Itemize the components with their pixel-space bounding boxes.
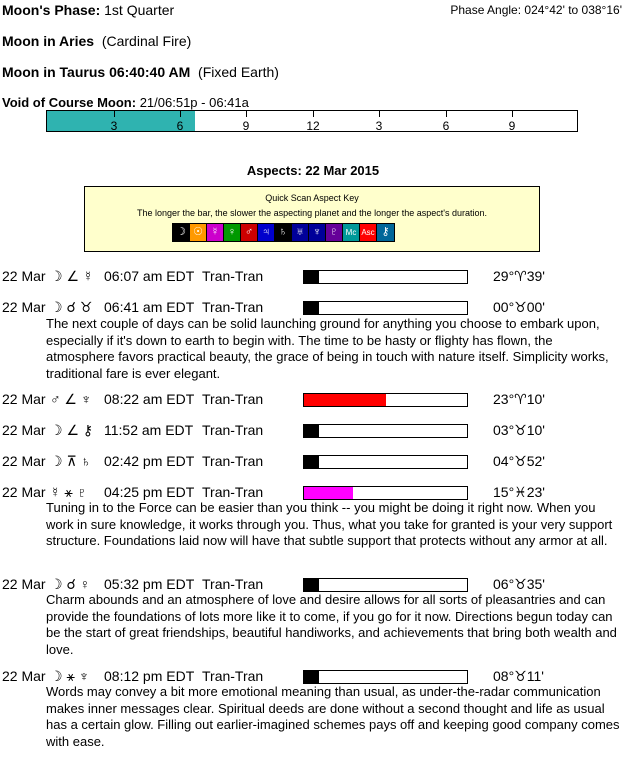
key-glyph-strip — [172, 223, 395, 242]
phase-angle: Phase Angle: 024°42' to 038°16' — [450, 3, 622, 17]
void-of-course-value: 21/06:51p - 06:41a — [139, 95, 249, 110]
aspect-time: 04:25 pm EDT — [104, 484, 195, 500]
key-glyph: ☿ — [207, 224, 224, 241]
aspect-time: 08:12 pm EDT — [104, 668, 195, 684]
void-of-course-fill — [47, 111, 195, 131]
aspect-position: 04°♉52' — [493, 453, 545, 469]
aspect-date: 22 Mar — [2, 453, 46, 469]
voc-tick-label: 6 — [442, 119, 450, 133]
duration-bar-fill — [304, 487, 353, 499]
aspect-description: The next couple of days can be solid launching ground for anything you choose to embark upon, especially if it's down to earth to begin with. The time to be hasty or flighty has flown, the atmosphere favors practical beauty, the grace of being in touch with nature itself. Simplicity works, traditional fare is ever elegant. — [46, 316, 609, 381]
aspect-position: 06°♉35' — [493, 576, 545, 592]
key-glyph: ♀ — [224, 224, 241, 241]
voc-tick — [114, 111, 115, 117]
aspect-glyphs: ☿ ⚹ ♇ — [50, 484, 88, 500]
aspect-date: 22 Mar — [2, 484, 46, 500]
moon-in-aries-line — [2, 33, 191, 49]
duration-bar — [303, 578, 468, 592]
key-glyph: ♇ — [326, 224, 343, 241]
duration-bar — [303, 393, 468, 407]
void-of-course-label: Void of Course Moon: — [2, 95, 137, 110]
voc-tick-label: 3 — [110, 119, 118, 133]
voc-tick-label: 12 — [306, 119, 320, 133]
aspect-description: Tuning in to the Force can be easier than you think -- you might be doing it right now. When you work in sure knowledge, it works through you. Thus, what you take for granted is your very support structure. Foundations laid now will have that subtle support that protects without any armor at all. — [46, 500, 613, 548]
aspect-glyphs: ☽ ☌ ♀ — [50, 576, 91, 592]
duration-bar-fill — [304, 456, 319, 468]
key-glyph: ♅ — [292, 224, 309, 241]
key-title: Quick Scan Aspect Key — [265, 193, 359, 203]
aspect-glyphs: ☽ ⚹ ♆ — [50, 668, 90, 684]
voc-tick-label: 6 — [176, 119, 184, 133]
void-of-course-line — [2, 95, 249, 110]
void-of-course-bar — [46, 110, 578, 132]
aspect-description: Charm abounds and an atmosphere of love and desire allows for all sorts of pleasantries and can provide the foundations of lots more like it to come, if you go for it now. Directions begun today can be the start of great friendships, beautiful handiworks, and achievements that bring both wealth and love. — [46, 592, 617, 657]
duration-bar — [303, 670, 468, 684]
aspect-date: 22 Mar — [2, 576, 46, 592]
key-glyph: ☽ — [173, 224, 190, 241]
duration-bar — [303, 301, 468, 315]
voc-tick — [512, 111, 513, 117]
aspect-date: 22 Mar — [2, 391, 46, 407]
aspect-type: Tran-Tran — [202, 668, 264, 684]
moon-phase-line — [2, 2, 174, 18]
voc-tick-label: 9 — [242, 119, 250, 133]
voc-tick — [313, 111, 314, 117]
aspect-time: 05:32 pm EDT — [104, 576, 195, 592]
key-glyph: ⚷ — [377, 224, 394, 241]
key-glyph: ☉ — [190, 224, 207, 241]
aspect-type: Tran-Tran — [202, 391, 264, 407]
voc-tick-label: 3 — [375, 119, 383, 133]
duration-bar-fill — [304, 671, 319, 683]
duration-bar — [303, 424, 468, 438]
aspect-time: 06:41 am EDT — [104, 299, 195, 315]
key-glyph: ♆ — [309, 224, 326, 241]
aspect-position: 15°♓23' — [493, 484, 545, 500]
moon-in-taurus-label: Moon in Taurus 06:40:40 AM — [2, 64, 191, 80]
aspect-time: 02:42 pm EDT — [104, 453, 195, 469]
key-glyph: ♃ — [258, 224, 275, 241]
voc-tick-label: 9 — [508, 119, 516, 133]
aspect-position: 00°♉00' — [493, 299, 545, 315]
duration-bar-fill — [304, 302, 319, 314]
duration-bar-fill — [304, 271, 319, 283]
aspect-position: 03°♉10' — [493, 422, 545, 438]
aspect-glyphs: ☽ ∠ ☿ — [50, 268, 94, 284]
aspect-description: Words may convey a bit more emotional meaning than usual, as under-the-radar communication makes inner messages clear. Spiritual deeds are done without a second thought and life as usual has a certain glow. Filling out earlier-imagined schemes pays off and keeping good company comes with ease. — [46, 684, 620, 749]
aspect-date: 22 Mar — [2, 668, 46, 684]
duration-bar — [303, 270, 468, 284]
aspect-time: 06:07 am EDT — [104, 268, 195, 284]
voc-tick — [446, 111, 447, 117]
key-glyph: ♄ — [275, 224, 292, 241]
voc-tick — [180, 111, 181, 117]
aspect-glyphs: ☽ ☌ ♉ — [50, 299, 93, 315]
quick-scan-aspect-key — [84, 186, 540, 252]
moon-in-aries-value: (Cardinal Fire) — [101, 33, 192, 49]
aspect-type: Tran-Tran — [202, 268, 264, 284]
aspect-type: Tran-Tran — [202, 299, 264, 315]
moon-phase-value: 1st Quarter — [104, 2, 175, 18]
aspect-type: Tran-Tran — [202, 484, 264, 500]
aspect-type: Tran-Tran — [202, 422, 264, 438]
moon-in-aries-label: Moon in Aries — [2, 33, 95, 49]
duration-bar — [303, 486, 468, 500]
aspect-time: 08:22 am EDT — [104, 391, 195, 407]
duration-bar-fill — [304, 394, 386, 406]
aspect-type: Tran-Tran — [202, 453, 264, 469]
duration-bar-fill — [304, 425, 319, 437]
aspect-date: 22 Mar — [2, 422, 46, 438]
aspect-glyphs: ♂ ∠ ♆ — [50, 391, 92, 407]
moon-phase-label: Moon's Phase: — [2, 2, 101, 18]
aspect-position: 29°♈39' — [493, 268, 545, 284]
aspect-position: 08°♉11' — [493, 668, 544, 684]
duration-bar-fill — [304, 579, 319, 591]
key-description: The longer the bar, the slower the aspecting planet and the longer the aspect's duration. — [137, 208, 487, 218]
key-glyph: Mc — [343, 224, 360, 241]
aspect-glyphs: ☽ ⊼ ♄ — [50, 453, 92, 469]
moon-in-taurus-line — [2, 64, 279, 80]
duration-bar — [303, 455, 468, 469]
moon-in-taurus-value: (Fixed Earth) — [198, 64, 279, 80]
aspect-type: Tran-Tran — [202, 576, 264, 592]
aspect-date: 22 Mar — [2, 268, 46, 284]
aspects-title: Aspects: 22 Mar 2015 — [246, 163, 380, 178]
key-glyph: Asc — [360, 224, 377, 241]
aspect-time: 11:52 am EDT — [104, 422, 194, 438]
voc-tick — [246, 111, 247, 117]
key-glyph: ♂ — [241, 224, 258, 241]
aspect-date: 22 Mar — [2, 299, 46, 315]
aspect-glyphs: ☽ ∠ ⚷ — [50, 422, 94, 438]
voc-tick — [379, 111, 380, 117]
aspect-position: 23°♈10' — [493, 391, 545, 407]
